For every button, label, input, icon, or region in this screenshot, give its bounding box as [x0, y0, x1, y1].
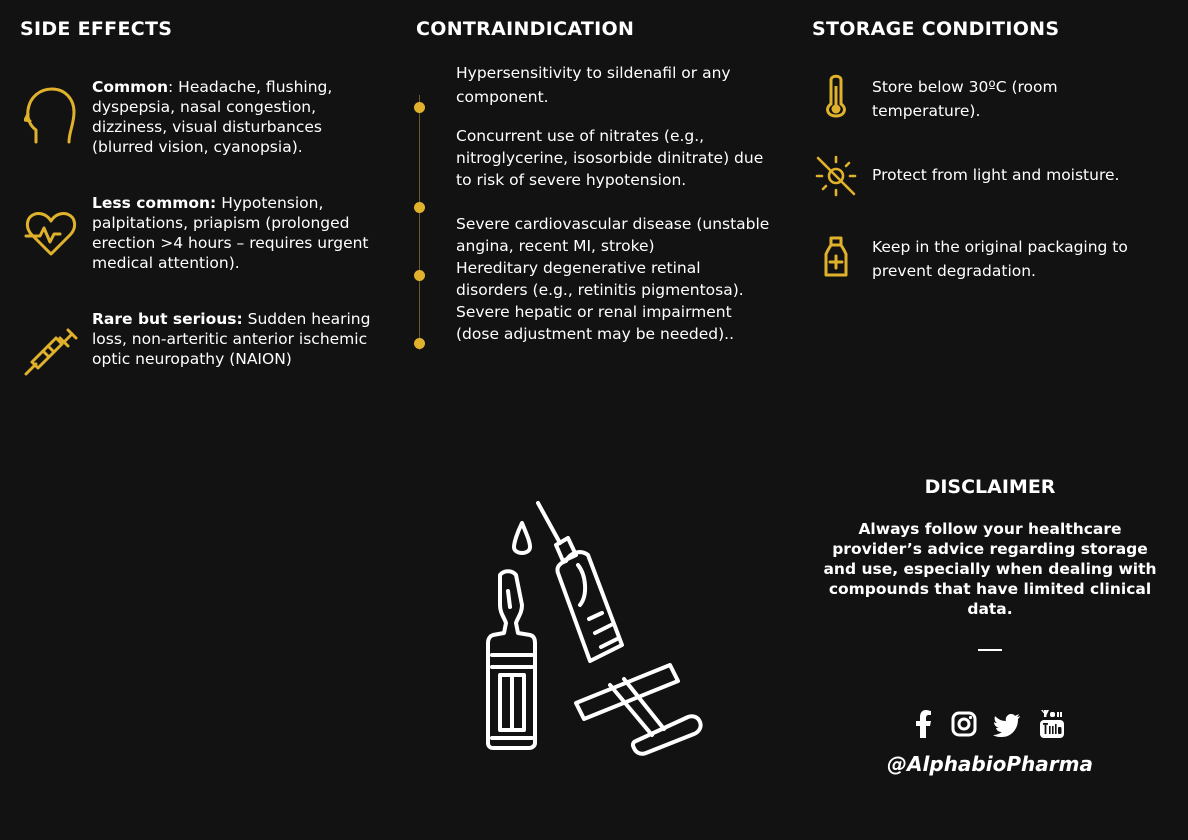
- contraindication-item: Hereditary degenerative retinal disorders (e.g., retinitis pigmentosa).: [456, 259, 744, 299]
- storage-item: Keep in the original packaging to prevent degradation.: [872, 238, 1128, 280]
- youtube-icon[interactable]: [1036, 708, 1068, 740]
- facebook-icon[interactable]: [908, 708, 940, 740]
- side-effect-rare: [92, 309, 382, 369]
- medicine-bottle-icon: [822, 236, 850, 278]
- timeline-dot: [414, 338, 425, 349]
- head-icon: [24, 86, 78, 146]
- syringe-icon: [24, 322, 78, 376]
- social-handle[interactable]: @AlphabioPharma: [887, 752, 1093, 776]
- twitter-icon[interactable]: [991, 708, 1023, 740]
- side-effect-common: [92, 77, 382, 157]
- divider: [978, 649, 1002, 651]
- side-effect-text: Hypotension, palpitations, priapism (prolonged erection >4 hours – requires urgent medical attention).: [92, 194, 369, 272]
- contraindication-item: Severe hepatic or renal impairment (dose adjustment may be needed)..: [456, 303, 735, 343]
- side-effect-text: : Headache, flushing, dyspepsia, nasal congestion, dizziness, visual disturbances (blurred vision, cyanopsia).: [92, 78, 333, 156]
- contraindication-heading: CONTRAINDICATION: [416, 18, 635, 40]
- side-effect-label: Rare but serious:: [92, 310, 243, 328]
- vial-syringe-illustration-icon: [470, 495, 720, 760]
- timeline-dot: [414, 102, 425, 113]
- side-effect-label: Less common:: [92, 194, 217, 212]
- contraindication-item: Hypersensitivity to sildenafil or any component.: [456, 64, 731, 106]
- disclaimer-heading: DISCLAIMER: [924, 476, 1056, 498]
- thermometer-icon: [822, 74, 850, 118]
- heartbeat-icon: [24, 210, 78, 258]
- timeline-line: [419, 95, 420, 350]
- storage-item: Store below 30ºC (room temperature).: [872, 78, 1058, 120]
- contraindication-item: Severe cardiovascular disease (unstable angina, recent MI, stroke): [456, 215, 770, 255]
- storage-item: Protect from light and moisture.: [872, 166, 1120, 184]
- side-effect-label: Common: [92, 78, 169, 96]
- disclaimer-text: Always follow your healthcare provider’s advice regarding storage and use, especially when dealing with compounds that have limited clinical data.: [823, 520, 1157, 618]
- storage-heading: STORAGE CONDITIONS: [812, 18, 1060, 40]
- contraindication-item: Concurrent use of nitrates (e.g., nitroglycerine, isosorbide dinitrate) due to risk of severe hypotension.: [456, 127, 764, 189]
- side-effect-less-common: [92, 193, 382, 273]
- timeline-dot: [414, 270, 425, 281]
- side-effect-text: Sudden hearing loss, non-arteritic anterior ischemic optic neuropathy (NAION): [92, 310, 371, 368]
- side-effects-heading: SIDE EFFECTS: [20, 18, 173, 40]
- timeline-dot: [414, 202, 425, 213]
- instagram-icon[interactable]: [948, 708, 980, 740]
- no-sun-icon: [814, 154, 858, 198]
